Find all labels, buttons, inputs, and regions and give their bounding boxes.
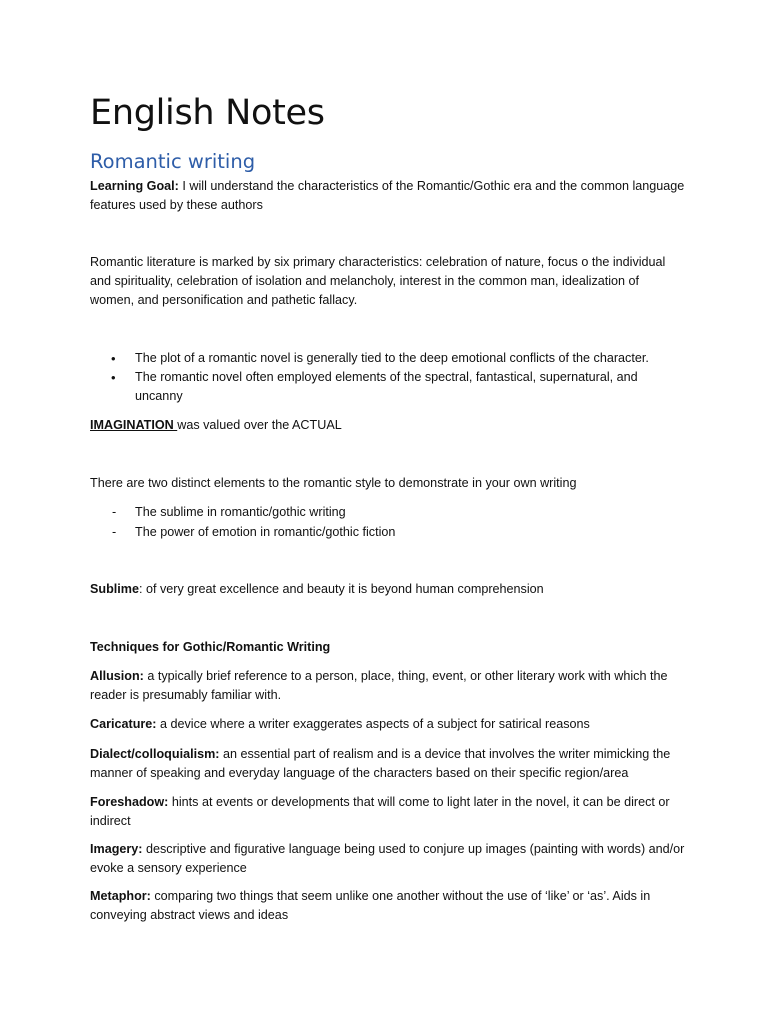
technique-term: Caricature: (90, 717, 157, 731)
technique-term: Allusion: (90, 669, 144, 683)
technique-definition: a typically brief reference to a person, place, thing, event, or other literary work with which the reader is presumably familiar with. (90, 669, 668, 702)
imagination-text: was valued over the ACTUAL (177, 418, 342, 432)
technique-term: Metaphor: (90, 889, 151, 903)
bullet-text: The plot of a romantic novel is generally tied to the deep emotional conflicts of the character. (135, 351, 649, 365)
technique-definition: a device where a writer exaggerates aspects of a subject for satirical reasons (156, 717, 590, 731)
sublime-paragraph (90, 580, 685, 599)
dash-icon: - (112, 525, 117, 539)
dash-item-text: The power of emotion in romantic/gothic fiction (135, 525, 396, 539)
characteristics-bullet-list (90, 349, 685, 406)
technique-definition: an essential part of realism and is a device that involves the writer mimicking the manner of speaking and everyday language of the characters based on their specific region/area (90, 747, 671, 780)
technique-definition: comparing two things that seem unlike one another without the use of ‘like’ or ‘as’. Aids in conveying abstract views and ideas (90, 889, 651, 922)
technique-definition: descriptive and figurative language being used to conjure up images (painting with words) and/or evoke a sensory experience (90, 842, 685, 875)
dash-item-text: The sublime in romantic/gothic writing (135, 505, 346, 519)
dash-icon: - (112, 505, 117, 519)
bullet-icon: • (111, 370, 116, 385)
imagination-label: IMAGINATION (90, 418, 178, 432)
learning-goal-label: Learning Goal: (90, 179, 179, 193)
technique-foreshadow (90, 793, 685, 831)
learning-goal-text: I will understand the characteristics of the Romantic/Gothic era and the common language features used by these authors (90, 179, 685, 212)
document-title: English Notes (90, 93, 325, 133)
list-item (90, 349, 685, 368)
intro-paragraph: Romantic literature is marked by six primary characteristics: celebration of nature, focus o the individual and spirituality, celebration of isolation and melancholy, interest in the common man, idealization of women, and personification and pathetic fallacy. (90, 255, 666, 307)
sublime-text: : of very great excellence and beauty it is beyond human comprehension (139, 582, 544, 596)
technique-definition: hints at events or developments that will come to light later in the novel, it can be direct or indirect (90, 795, 670, 828)
list-item (90, 502, 685, 522)
technique-allusion (90, 667, 685, 705)
elements-intro-paragraph: There are two distinct elements to the romantic style to demonstrate in your own writing (90, 476, 577, 490)
technique-metaphor (90, 887, 685, 925)
section-heading: Romantic writing (90, 150, 256, 173)
sublime-label: Sublime (90, 582, 139, 596)
techniques-heading: Techniques for Gothic/Romantic Writing (90, 640, 331, 654)
learning-goal-paragraph (90, 177, 685, 215)
technique-term: Dialect/colloquialism: (90, 747, 220, 761)
imagination-paragraph (90, 416, 685, 435)
technique-caricature (90, 715, 685, 734)
technique-term: Foreshadow: (90, 795, 169, 809)
technique-term: Imagery: (90, 842, 143, 856)
technique-dialect (90, 745, 685, 783)
list-item (90, 368, 685, 406)
bullet-text: The romantic novel often employed elements of the spectral, fantastical, supernatural, and uncanny (135, 370, 638, 403)
bullet-icon: • (111, 351, 116, 366)
elements-dash-list (90, 502, 685, 542)
list-item (90, 522, 685, 542)
technique-imagery (90, 840, 685, 878)
